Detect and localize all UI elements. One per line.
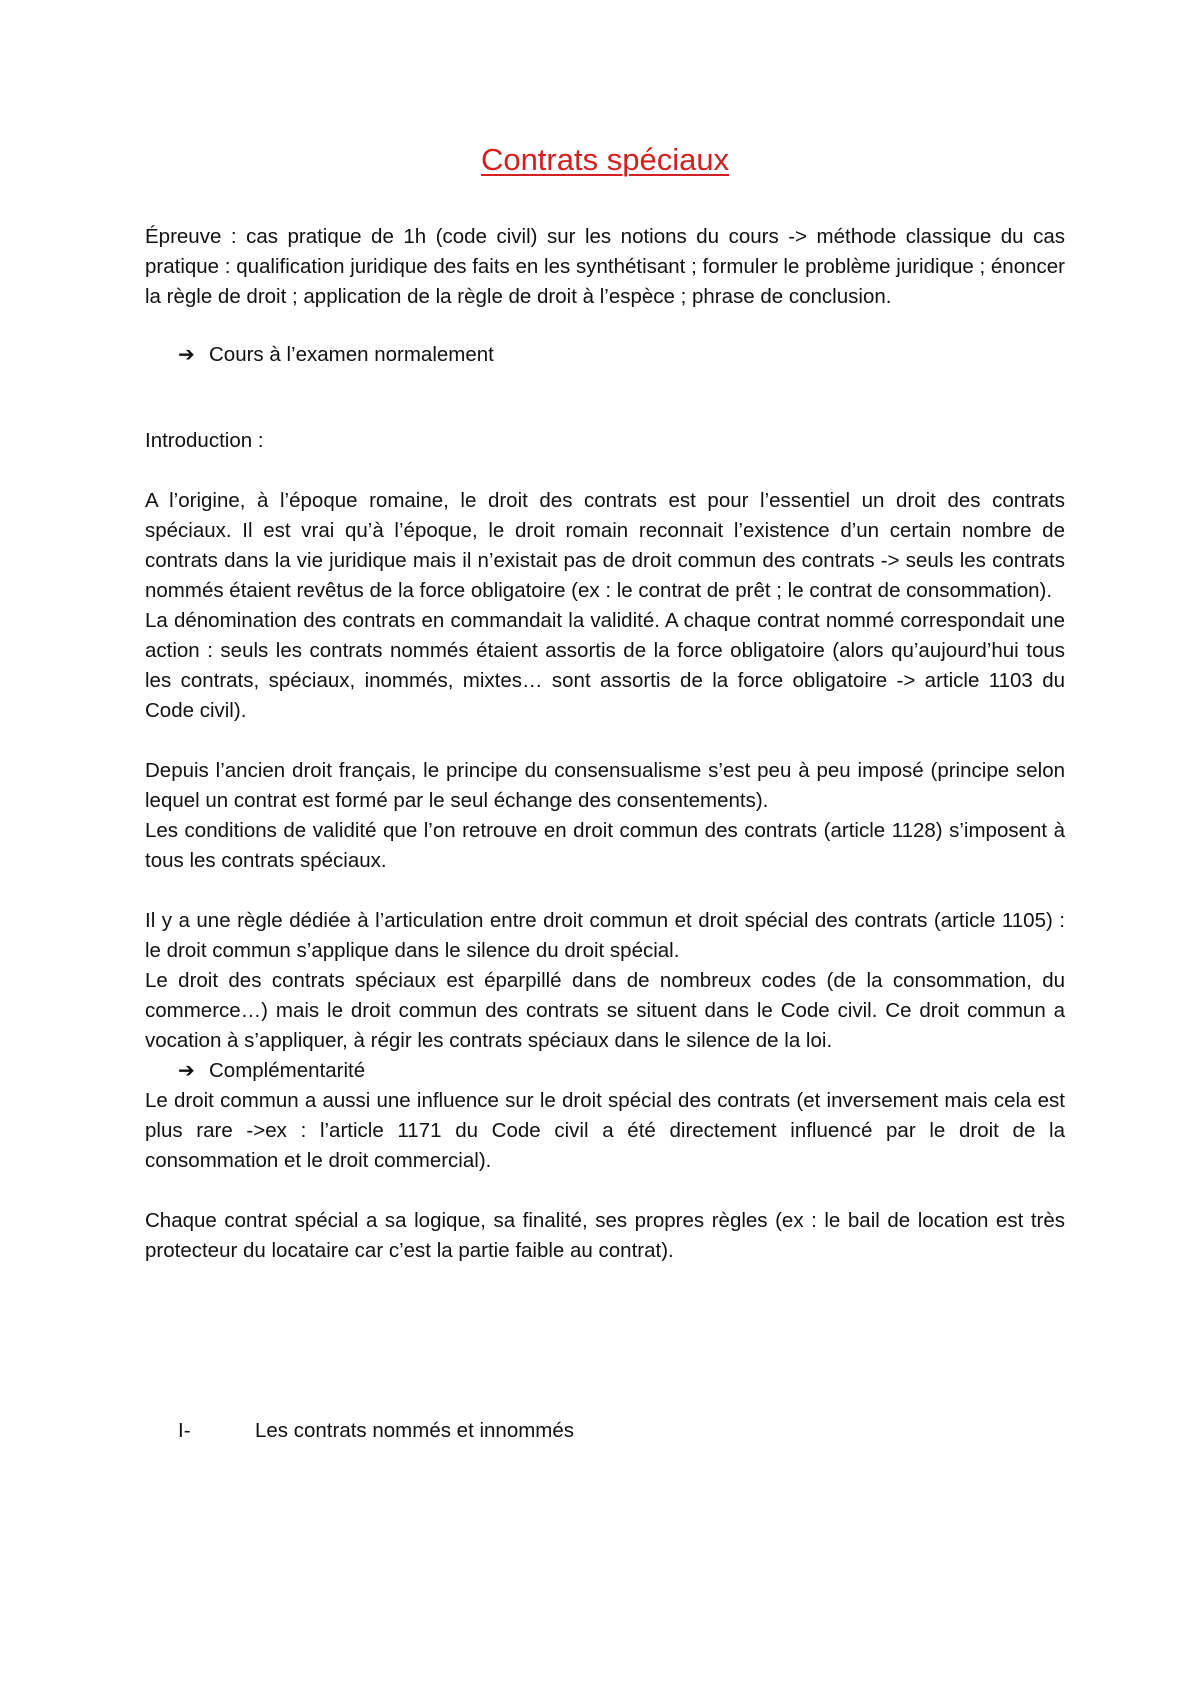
right-arrow-icon: ➔ <box>178 344 195 366</box>
paragraph-scattered-law: Le droit des contrats spéciaux est éparpillé dans de nombreux codes (de la consommation, du commerce…) mais le droit commun des contrats se situent dans le Code civil. Ce droit commun a vocation à s’appliquer, à régir les contrats spéciaux dans le silence de la loi. <box>145 969 1065 1052</box>
exam-description-paragraph: Épreuve : cas pratique de 1h (code civil) sur les notions du cours -> méthode classique du cas pratique : qualification juridique des faits en les synthétisant ; formuler le problème juridique ; énoncer la règle de droit ; application de la règle de droit à l’espèce ; phrase de conclusion. <box>145 225 1065 308</box>
arrow-note-complementarity <box>145 1056 1065 1086</box>
paragraph-articulation-rule: Il y a une règle dédiée à l’articulation entre droit commun et droit spécial des contrats (article 1105) : le droit commun s’applique dans le silence du droit spécial. <box>145 909 1065 962</box>
paragraph-own-logic: Chaque contrat spécial a sa logique, sa finalité, ses propres règles (ex : le bail de location est très protecteur du locataire car c’est la partie faible au contrat). <box>145 1209 1065 1262</box>
document-body <box>145 140 1065 1446</box>
arrow-note-exam <box>145 340 1065 370</box>
paragraph-consensualism: Depuis l’ancien droit français, le principe du consensualisme s’est peu à peu imposé (principe selon lequel un contrat est formé par le seul échange des consentements). <box>145 759 1065 812</box>
section-title: Les contrats nommés et innommés <box>255 1419 575 1442</box>
paragraph-validity-conditions: Les conditions de validité que l’on retrouve en droit commun des contrats (article 1128) s’imposent à tous les contrats spéciaux. <box>145 819 1065 872</box>
document-title: Contrats spéciaux <box>480 142 730 177</box>
paragraph-denomination: La dénomination des contrats en commandait la validité. A chaque contrat nommé correspondait une action : seuls les contrats nommés étaient assortis de la force obligatoire (alors qu’aujourd’hui tous les contrats, spéciaux, inommés, mixtes… sont assortis de la force obligatoire -> article 1103 du Code civil). <box>145 609 1065 722</box>
right-arrow-icon: ➔ <box>178 1060 195 1082</box>
paragraph-influence: Le droit commun a aussi une influence sur le droit spécial des contrats (et inversement mais cela est plus rare ->ex : l’article 1171 du Code civil a été directement influencé par le droit de la consommation et le droit commercial). <box>145 1089 1065 1172</box>
arrow-note-text: Complémentarité <box>209 1059 366 1082</box>
paragraph-roman-origins: A l’origine, à l’époque romaine, le droit des contrats est pour l’essentiel un droit des contrats spéciaux. Il est vrai qu’à l’époque, le droit romain reconnait l’existence d’un certain nombre de contrats dans la vie juridique mais il n’existait pas de droit commun des contrats -> seuls les contrats nommés étaient revêtus de la force obligatoire (ex : le contrat de prêt ; le contrat de consommation). <box>145 489 1065 602</box>
section-heading-1 <box>145 1416 1065 1446</box>
section-number: I- <box>178 1419 191 1442</box>
introduction-heading: Introduction : <box>145 429 264 452</box>
arrow-note-text: Cours à l’examen normalement <box>209 343 494 366</box>
